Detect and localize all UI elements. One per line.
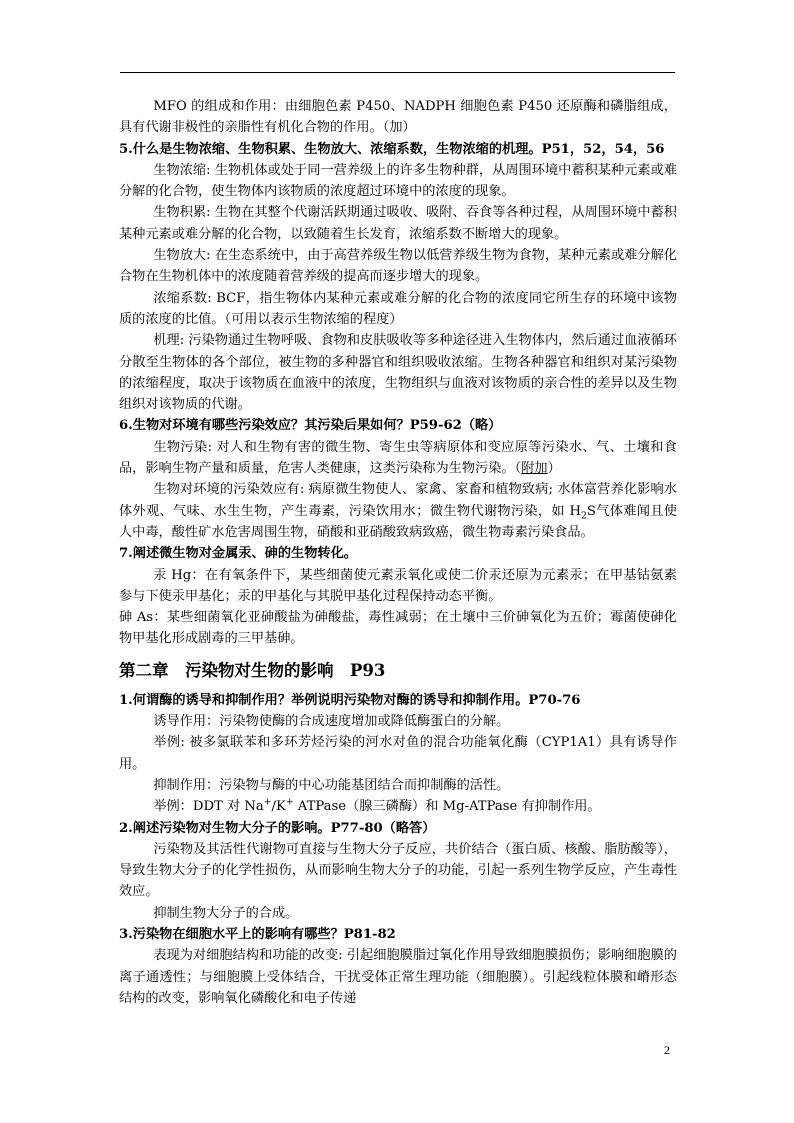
page-body [119, 96, 677, 1009]
example-2-text-c: ATPase（腺三磷酶）和 Mg-ATPase 有抑制作用。 [293, 799, 601, 815]
question-6: 6.生物对环境有哪些污染效应？其污染后果如何？P59-62（略） [119, 418, 502, 434]
appendix-tag: 附加 [521, 461, 548, 477]
header-rule [120, 72, 675, 73]
chapter2-question-3: 3.污染物在细胞水平上的影响有哪些？P81-82 [119, 926, 396, 942]
bio-env-text-a: 生物对环境的污染效应有: 病原微生物使人、家禽、家畜和植物致病; 水体富营养化影响水体外观、气味、水生生物，产生毒素，污染饮用水；微生物代谢物污染，如 H [119, 482, 677, 519]
bio-pollution-end: ） [547, 461, 561, 477]
example-2-text-a: 举例：DDT 对 Na [153, 799, 264, 815]
paragraph-cell-level: 表现为对细胞结构和功能的改变: 引起细胞膜脂过氧化作用导致细胞膜损伤；影响细胞膜的离子通透性；与细胞膜上受体结合，干扰受体正常生理功能（细胞膜）。引起线粒体膜和嵴形态结构的改变，影响氧化磷酸化和电子传递 [119, 948, 677, 1006]
paragraph-macromolecules-2: 抑制生物大分子的合成。 [153, 905, 299, 921]
paragraph-mercury: 汞 Hg：在有氧条件下，某些细菌使元素汞氧化或使二价汞还原为元素汞；在甲基钴氨素参与下使汞甲基化；汞的甲基化与其脱甲基化过程保持动态平衡。 [119, 567, 677, 604]
bio-env-text-b: 气体难闻且使人中毒，酸性矿水危害周围生物，硝酸和亚硝酸致病致癌，微生物毒素污染食品。 [119, 503, 677, 540]
subscript-2: 2 [580, 510, 587, 522]
chapter2-question-2: 2.阐述污染物对生物大分子的影响。P77-80（略答） [119, 820, 436, 836]
paragraph-arsenic: 砷 As：某些细菌氧化亚砷酸盐为砷酸盐，毒性减弱；在土壤中三价砷氧化为五价；霉菌使砷化物甲基化形成剧毒的三甲基砷。 [119, 610, 677, 647]
paragraph-biomagnification: 生物放大: 在生态系统中，由于高营养级生物以低营养级生物为食物，某种元素或难分解化合物在生物机体中的浓度随着营养级的提高而逐步增大的现象。 [119, 248, 677, 285]
paragraph-example-2 [119, 796, 677, 817]
bio-env-s: S [586, 503, 596, 519]
superscript-plus-2: + [285, 796, 294, 808]
paragraph-bioconcentration: 生物浓缩: 生物机体或处于同一营养级上的许多生物种群，从周围环境中蓄积某种元素或难分解的化合物，使生物体内该物质的浓度超过环境中的浓度的现象。 [119, 162, 677, 200]
chapter2-question-1: 1.何谓酶的诱导和抑制作用？举例说明污染物对酶的诱导和抑制作用。P70-76 [119, 692, 581, 708]
question-5: 5.什么是生物浓缩、生物积累、生物放大、浓缩系数，生物浓缩的机理。P51，52，54，56 [119, 141, 665, 157]
chapter-heading: 第二章 污染物对生物的影响 P93 [119, 660, 386, 680]
paragraph-bioaccumulation: 生物积累: 生物在其整个代谢活跃期通过吸收、吸附、吞食等各种过程，从周围环境中蓄积某种元素或难分解的化合物，以致随着生长发育，浓缩系数不断增大的现象。 [119, 205, 677, 242]
paragraph-bcf: 浓缩系数: BCF，指生物体内某种元素或难分解的化合物的浓度同它所生存的环境中该物质的浓度的比值。（可用以表示生物浓缩的程度） [119, 290, 677, 327]
example-2-text-b: /K [271, 799, 286, 815]
paragraph-macromolecules: 污染物及其活性代谢物可直接与生物大分子反应，共价结合（蛋白质、核酸、脂肪酸等），导致生物大分子的化学性损伤，从而影响生物大分子的功能，引起一系列生物学反应，产生毒性效应。 [119, 841, 677, 900]
superscript-plus-1: + [263, 796, 272, 808]
paragraph-induction: 诱导作用：污染物使酶的合成速度增加或降低酶蛋白的分解。 [153, 714, 510, 730]
question-7: 7.阐述微生物对金属汞、砷的生物转化。 [119, 546, 357, 562]
paragraph-biological-pollution [119, 437, 677, 480]
paragraph-mechanism: 机理: 污染物通过生物呼吸、食物和皮肤吸收等多种途径进入生物体内，然后通过血液循环分散至生物体的各个部位，被生物的多种器官和组织吸收浓缩。生物各种器官和组织对某污染物的浓缩程度，取决于该物质在血液中的浓度，生物组织与血液对该物质的亲合性的差异以及生物组织对该物质的代谢。 [119, 333, 677, 413]
paragraph-inhibition: 抑制作用：污染物与酶的中心功能基团结合而抑制酶的活性。 [153, 777, 510, 793]
page-number: 2 [664, 1043, 670, 1057]
paragraph-mfo: MFO 的组成和作用：由细胞色素 P450、NADPH 细胞色素 P450 还原酶和磷脂组成，具有代谢非极性的亲脂性有机化合物的作用。（加） [119, 99, 677, 136]
bio-pollution-text: 生物污染: 对人和生物有害的微生物、寄生虫等病原体和变应原等污染水、气、土壤和食品，影响生物产量和质量，危害人类健康，这类污染称为生物污染。（ [119, 439, 677, 477]
paragraph-example-1: 举例: 被多氯联苯和多环芳烃污染的河水对鱼的混合功能氧化酶（CYP1A1）具有诱导作用。 [119, 735, 677, 772]
paragraph-bio-env-effects [119, 479, 677, 543]
